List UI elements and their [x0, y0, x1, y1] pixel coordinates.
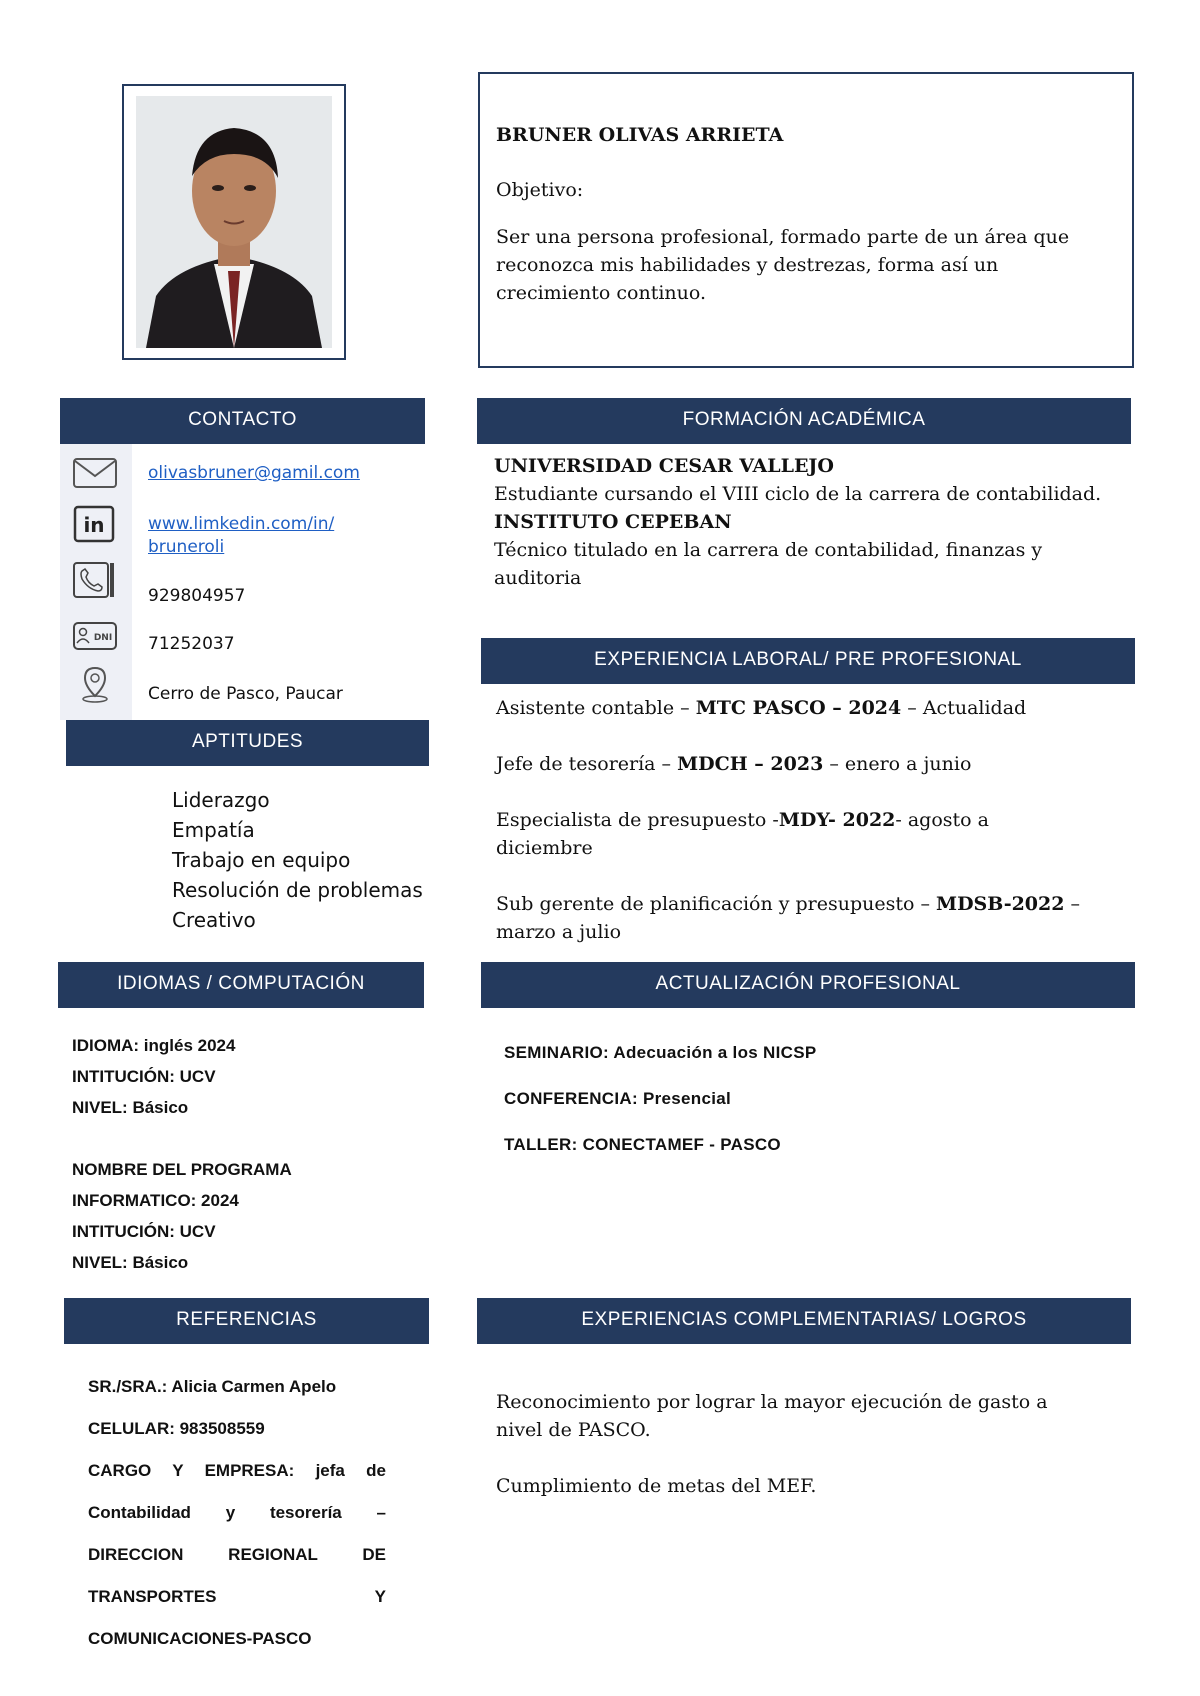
- language-line: INTITUCIÓN: UCV: [72, 1222, 216, 1241]
- skills-list: [172, 785, 423, 935]
- skill-item: Empatía: [172, 818, 255, 842]
- contact-header: CONTACTO: [60, 398, 425, 444]
- job-employer: MDSB-2022: [936, 893, 1065, 915]
- objective-text: Ser una persona profesional, formado parte de un área que reconozca mis habilidades y destrezas, forma así un crecimiento continuo.: [496, 226, 1070, 304]
- experience-block: [496, 694, 1136, 946]
- school-2-name: INSTITUTO CEPEBAN: [494, 511, 732, 533]
- job-item: [496, 694, 1136, 722]
- job-title: Asistente contable –: [496, 697, 696, 719]
- profile-photo-frame: [122, 84, 346, 360]
- training-header: ACTUALIZACIÓN PROFESIONAL: [481, 962, 1135, 1008]
- achievement-item: Reconocimiento por lograr la mayor ejecución de gasto a nivel de PASCO.: [496, 1391, 1048, 1441]
- language-line: NIVEL: Básico: [72, 1253, 189, 1272]
- job-title: Jefe de tesorería –: [496, 753, 678, 775]
- education-header: FORMACIÓN ACADÉMICA: [477, 398, 1131, 444]
- skill-item: Liderazgo: [172, 788, 270, 812]
- language-line: NIVEL: Básico: [72, 1098, 189, 1117]
- linkedin-line-1[interactable]: www.limkedin.com/in/: [148, 514, 335, 534]
- job-employer: MDY- 2022: [778, 809, 896, 831]
- email-text[interactable]: olivasbruner@gamil.com: [148, 463, 360, 483]
- achievements-block: [496, 1388, 1096, 1500]
- job-period: – marzo a julio: [496, 893, 1081, 943]
- reference-name: SR./SRA.: Alicia Carmen Apelo: [88, 1377, 337, 1396]
- skill-item: Resolución de problemas: [172, 878, 423, 902]
- references-block: [88, 1366, 386, 1660]
- job-period: – Actualidad: [901, 697, 1027, 719]
- school-2-desc: Técnico titulado en la carrera de contabilidad, finanzas y auditoria: [494, 539, 1043, 589]
- profile-photo: [136, 96, 332, 348]
- language-line: INTITUCIÓN: UCV: [72, 1067, 216, 1086]
- experience-header: EXPERIENCIA LABORAL/ PRE PROFESIONAL: [481, 638, 1135, 684]
- training-item: SEMINARIO: Adecuación a los NICSP: [504, 1043, 817, 1062]
- school-1-desc: Estudiante cursando el VIII ciclo de la carrera de contabilidad.: [494, 483, 1102, 505]
- achievement-item: Cumplimiento de metas del MEF.: [496, 1475, 817, 1497]
- job-title: Sub gerente de planificación y presupuesto –: [496, 893, 937, 915]
- education-block: [494, 452, 1114, 592]
- email-icon: [72, 453, 118, 491]
- linkedin-icon-text: in: [83, 513, 105, 537]
- job-employer: MTC PASCO – 2024: [695, 697, 902, 719]
- linkedin-icon: [72, 505, 118, 543]
- phone-text: 929804957: [148, 586, 246, 606]
- school-1-name: UNIVERSIDAD CESAR VALLEJO: [494, 455, 834, 477]
- objective-label: Objetivo:: [496, 179, 584, 201]
- linkedin-link[interactable]: [148, 513, 334, 559]
- candidate-name: BRUNER OLIVAS ARRIETA: [496, 124, 784, 146]
- training-item: CONFERENCIA: Presencial: [504, 1089, 732, 1108]
- skills-header: APTITUDES: [66, 720, 429, 766]
- reference-phone: CELULAR: 983508559: [88, 1419, 265, 1438]
- job-period: – enero a junio: [823, 753, 972, 775]
- reference-role: CARGO Y EMPRESA: jefa de Contabilidad y tesorería – DIRECCION REGIONAL DE TRANSPORTES Y COMUNICACIONES-PASCO: [88, 1461, 386, 1648]
- profile-box: [478, 72, 1134, 368]
- skill-item: Trabajo en equipo: [172, 848, 351, 872]
- email-link[interactable]: [148, 463, 360, 483]
- language-line: INFORMATICO: 2024: [72, 1191, 239, 1210]
- dni-text: 71252037: [148, 634, 235, 654]
- language-line: NOMBRE DEL PROGRAMA: [72, 1160, 292, 1179]
- job-employer: MDCH – 2023: [677, 753, 824, 775]
- skill-item: Creativo: [172, 908, 256, 932]
- training-block: [504, 1030, 817, 1168]
- job-period: - agosto a diciembre: [496, 809, 989, 859]
- linkedin-line-2[interactable]: bruneroli: [148, 537, 225, 557]
- phone-icon: [72, 561, 118, 599]
- training-item: TALLER: CONECTAMEF - PASCO: [504, 1135, 781, 1154]
- references-header: REFERENCIAS: [64, 1298, 429, 1344]
- id-card-icon: [72, 617, 118, 655]
- location-pin-icon: [72, 666, 118, 704]
- language-line: IDIOMA: inglés 2024: [72, 1036, 236, 1055]
- address-text: Cerro de Pasco, Paucar: [148, 684, 343, 704]
- job-item: [496, 806, 1056, 862]
- job-title: Especialista de presupuesto -: [496, 809, 779, 831]
- job-item: [496, 750, 1136, 778]
- languages-header: IDIOMAS / COMPUTACIÓN: [58, 962, 424, 1008]
- achievements-header: EXPERIENCIAS COMPLEMENTARIAS/ LOGROS: [477, 1298, 1131, 1344]
- job-item: [496, 890, 1136, 946]
- dni-icon-text: DNI: [93, 633, 113, 643]
- languages-block: [72, 1030, 292, 1278]
